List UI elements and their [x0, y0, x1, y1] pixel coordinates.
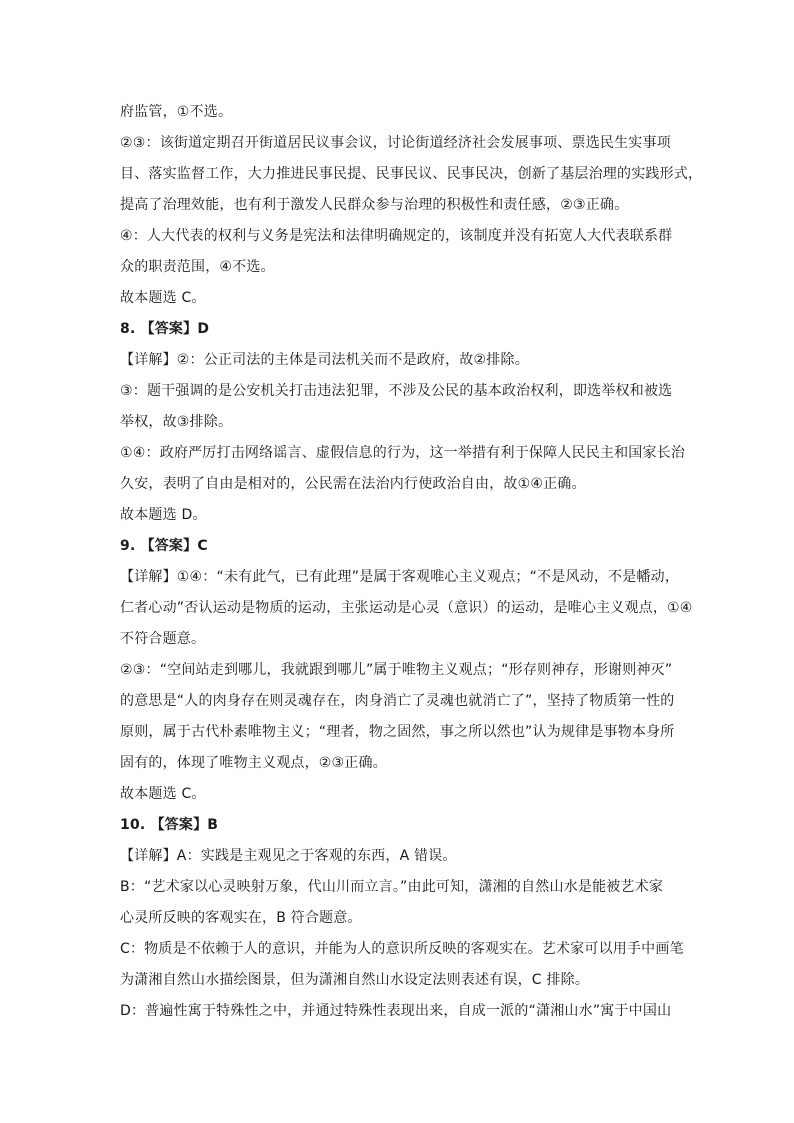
text-line: 【详解】①④：“未有此气，已有此理”是属于客观唯心主义观点；“不是风动，不是幡动， [120, 569, 680, 585]
text-line: 众的职责范围，④不选。 [120, 259, 275, 275]
text-line: 【详解】②：公正司法的主体是司法机关而不是政府，故②排除。 [120, 352, 529, 368]
text-line: 举权，故③排除。 [120, 414, 233, 430]
text-line: 心灵所反映的客观实在，B 符合题意。 [120, 910, 362, 926]
text-line: 故本题选 C。 [120, 290, 206, 306]
text-line: C：物质是不依赖于人的意识，并能为人的意识所反映的客观实在。艺术家可以用手中画笔 [120, 941, 684, 957]
text-line: 【详解】A：实践是主观见之于客观的东西，A 错误。 [120, 848, 457, 864]
text-line: ②③：“空间站走到哪儿，我就跟到哪儿”属于唯物主义观点；“形存则神存，形谢则神灭” [120, 662, 673, 678]
text-line: 府监管，①不选。 [120, 104, 233, 120]
text-line: 不符合题意。 [120, 631, 206, 647]
text-line: B：“艺术家以心灵映射万象，代山川而立言。”由此可知，潇湘的自然山水是能被艺术家 [120, 879, 664, 895]
answer-heading: 9. 【答案】C [120, 538, 208, 554]
text-line: 目、落实监督工作，大力推进民事民提、民事民议、民事民决，创新了基层治理的实践形式， [120, 166, 703, 182]
text-line: 的意思是“人的肉身存在则灵魂存在，肉身消亡了灵魂也就消亡了”，坚持了物质第一性的 [120, 693, 675, 709]
text-line: 提高了治理效能，也有利于激发人民群众参与治理的积极性和责任感，②③正确。 [120, 197, 629, 213]
answer-heading: 8. 【答案】D [120, 321, 210, 337]
text-line: 为潇湘自然山水描绘图景，但为潇湘自然山水设定法则表述有误，C 排除。 [120, 972, 590, 988]
text-line: 原则，属于古代朴素唯物主义；“理者，物之固然，事之所以然也”认为规律是事物本身所 [120, 724, 675, 740]
text-line: 故本题选 C。 [120, 786, 206, 802]
text-line: ③：题干强调的是公安机关打击违法犯罪，不涉及公民的基本政治权利，即选举权和被选 [120, 383, 673, 399]
text-line: 固有的，体现了唯物主义观点，②③正确。 [120, 755, 387, 771]
text-line: ①④：政府严厉打击网络谣言、虚假信息的行为，这一举措有利于保障人民民主和国家长治 [120, 445, 686, 461]
text-line: D：普遍性寓于特殊性之中，并通过特殊性表现出来，自成一派的“潇湘山水”寓于中国山 [120, 1003, 672, 1019]
text-line: 仁者心动”否认运动是物质的运动，主张运动是心灵（意识）的运动，是唯心主义观点，①④ [120, 600, 693, 616]
answer-heading: 10. 【答案】B [120, 817, 219, 833]
text-line: ④：人大代表的权利与义务是宪法和法律明确规定的，该制度并没有拓宽人大代表联系群 [120, 228, 673, 244]
text-line: ②③：该街道定期召开街道居民议事会议，讨论街道经济社会发展事项、票选民生实事项 [120, 135, 671, 151]
text-line: 久安，表明了自由是相对的，公民需在法治内行使政治自由，故①④正确。 [120, 476, 586, 492]
text-line: 故本题选 D。 [120, 507, 207, 523]
